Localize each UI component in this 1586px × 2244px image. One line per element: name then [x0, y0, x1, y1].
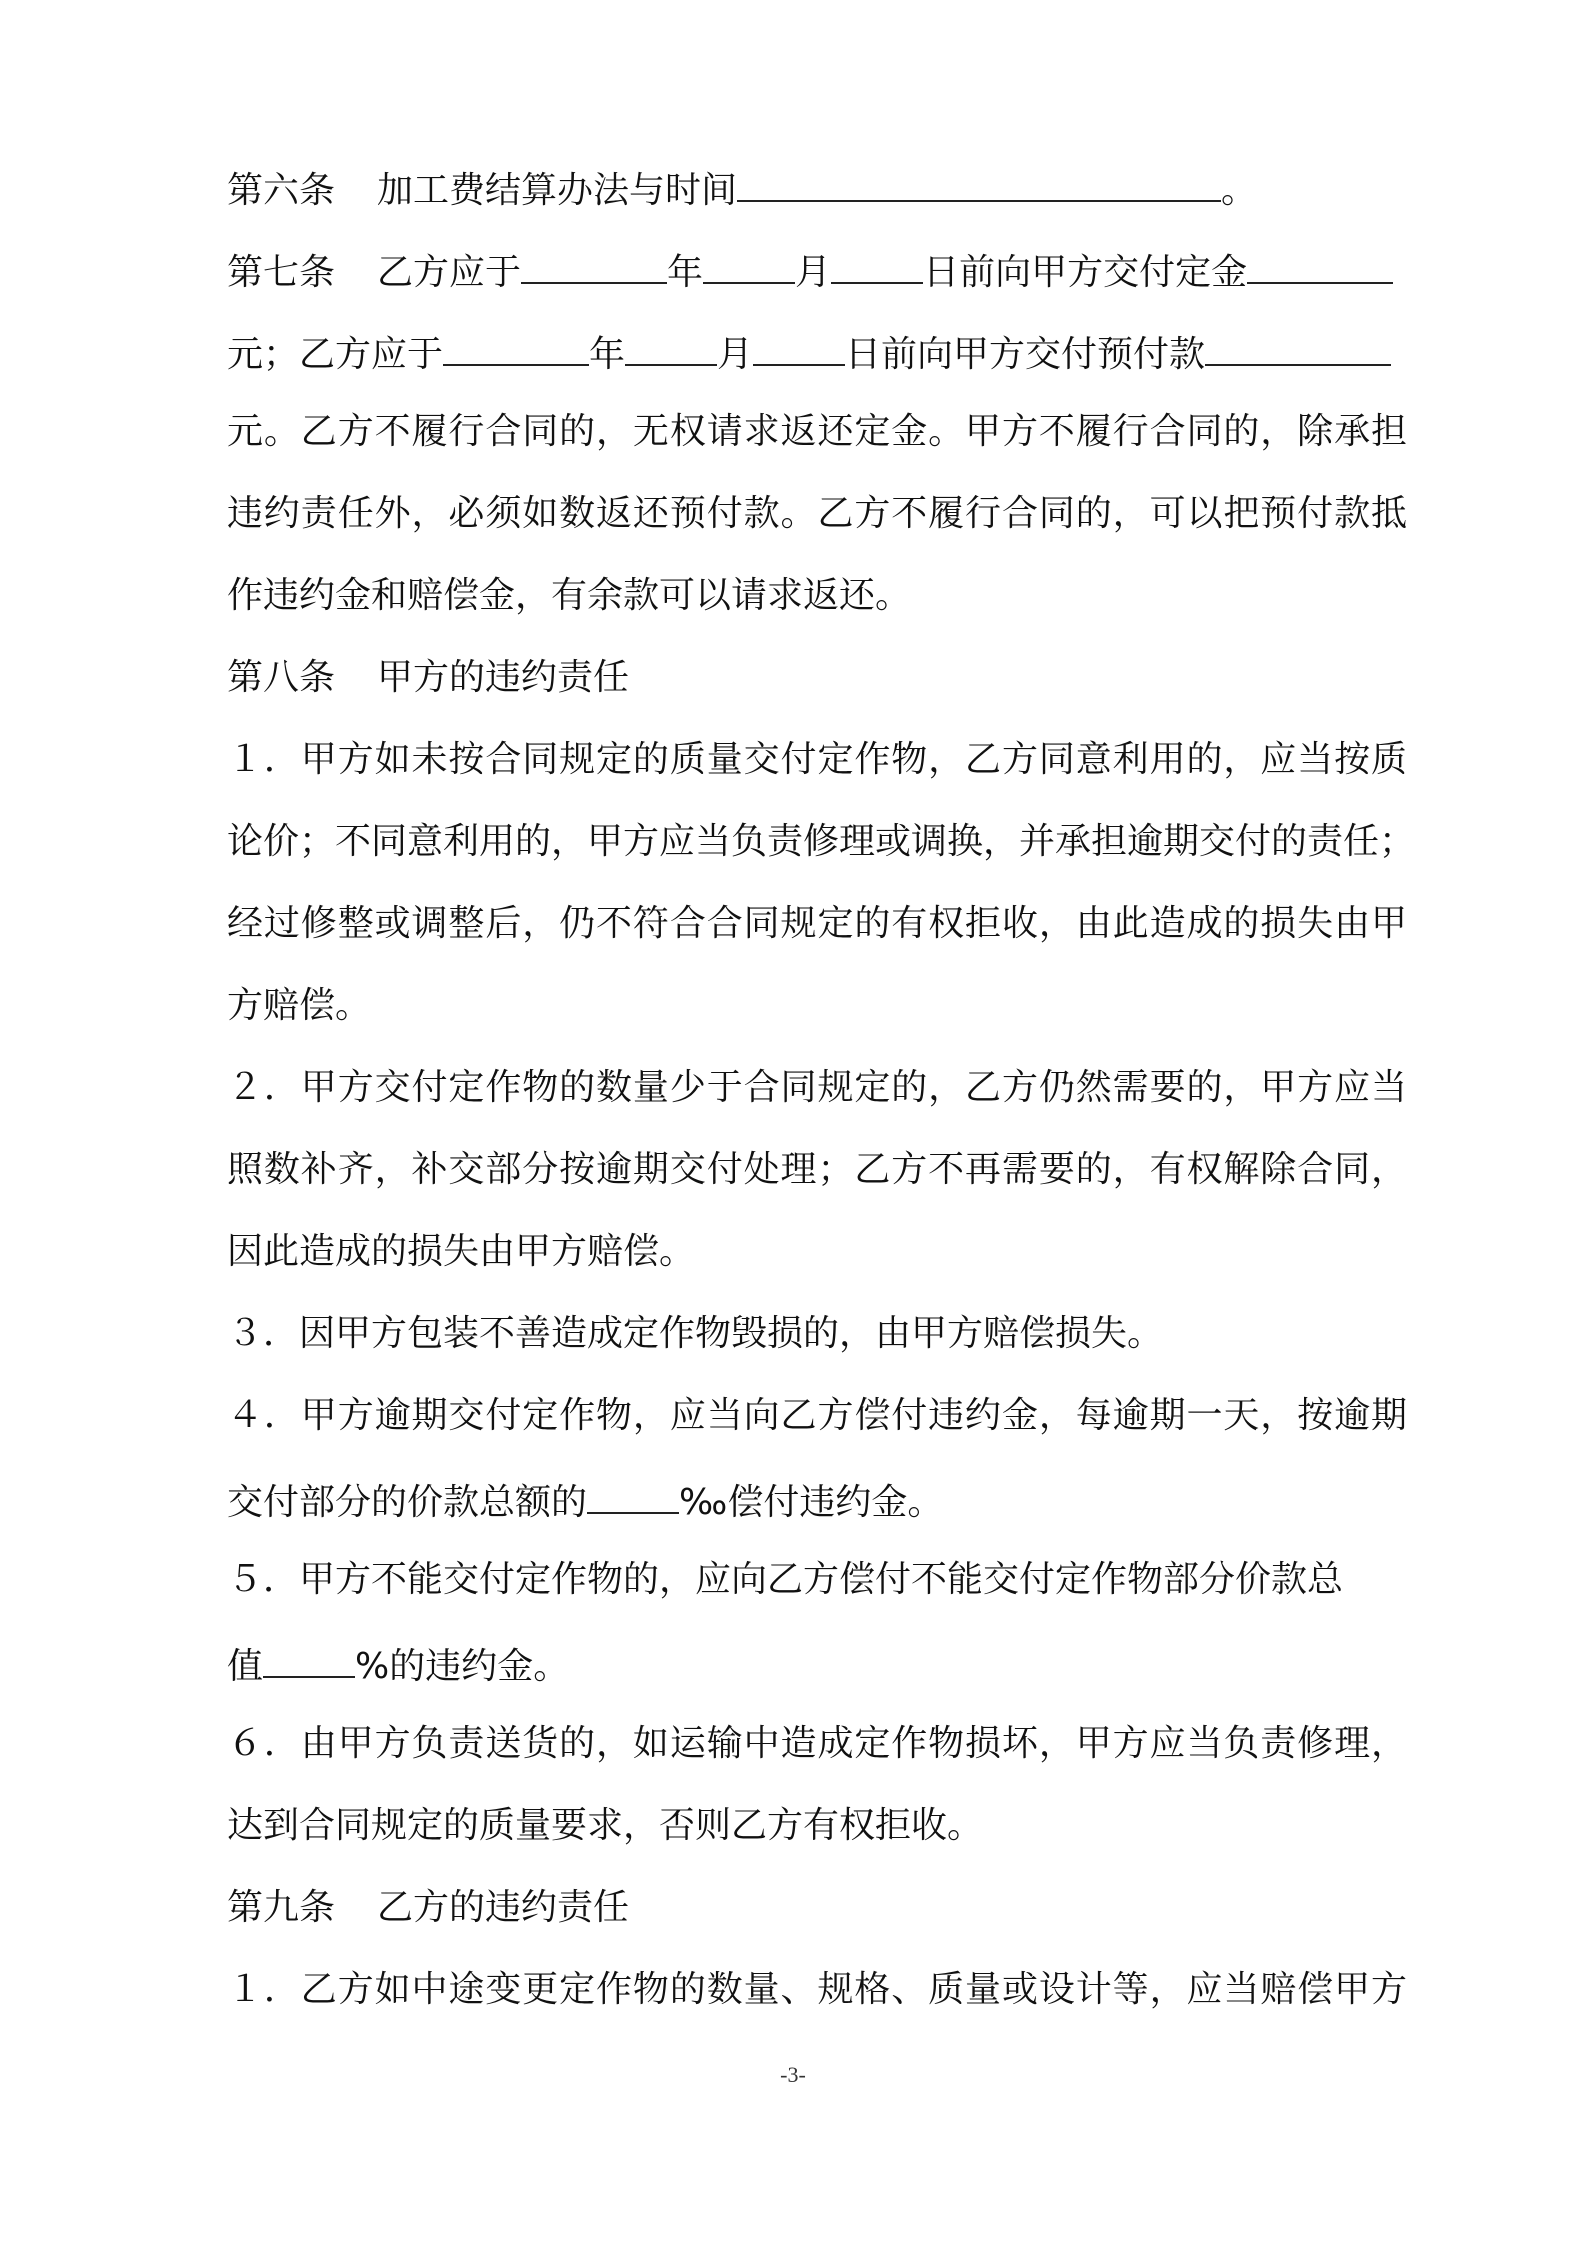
article-7-text: 乙方应于 [377, 252, 522, 293]
article-8-item-2-line-3: 因此造成的损失由甲方赔偿。 [227, 1231, 696, 1272]
deposit-amount-blank [1247, 240, 1393, 284]
month-label: 月 [795, 252, 832, 293]
article-8-item-6-line-2: 达到合同规定的质量要求，否则乙方有权拒收。 [227, 1805, 984, 1846]
article-8-heading: 第八条 [227, 657, 336, 698]
article-7-line-3: 元。乙方不履行合同的，无权请求返还定金。甲方不履行合同的，除承担 [227, 411, 1407, 452]
article-6-line [227, 158, 1257, 214]
article-8-title: 甲方的违约责任 [377, 657, 630, 698]
article-8-item-2-line-1: ２．甲方交付定作物的数量少于合同规定的，乙方仍然需要的，甲方应当 [227, 1067, 1407, 1108]
article-9-heading: 第九条 [227, 1887, 336, 1928]
prepay-amount-blank [1205, 322, 1391, 366]
article-6-end: 。 [1221, 170, 1258, 211]
article-8-item-4-text: ‰偿付违约金。 [679, 1482, 944, 1523]
deposit-month-blank [703, 240, 795, 284]
article-7-heading: 第七条 [227, 252, 336, 293]
article-7-text: 日前向甲方交付预付款 [845, 334, 1206, 375]
article-8-item-4-text: 交付部分的价款总额的 [227, 1482, 588, 1523]
article-7-text: 元；乙方应于 [227, 334, 444, 375]
article-8-item-6-line-1: ６．由甲方负责送货的，如运输中造成定作物损坏，甲方应当负责修理， [227, 1723, 1407, 1764]
article-7-line-5: 作违约金和赔偿金，有余款可以请求返还。 [227, 575, 912, 616]
article-8-item-1-line-4: 方赔偿。 [227, 985, 372, 1026]
article-8-item-2-line-2: 照数补齐，补交部分按逾期交付处理；乙方不再需要的，有权解除合同， [227, 1149, 1407, 1190]
article-8-item-4-line-1: ４．甲方逾期交付定作物，应当向乙方偿付违约金，每逾期一天，按逾期 [227, 1395, 1407, 1436]
prepay-month-blank [625, 322, 717, 366]
year-label: 年 [589, 334, 626, 375]
deposit-day-blank [831, 240, 923, 284]
article-6-text: 加工费结算办法与时间 [377, 170, 738, 211]
article-9-item-1-line-1: １．乙方如中途变更定作物的数量、规格、质量或设计等，应当赔偿甲方 [227, 1969, 1407, 2010]
article-7-text: 日前向甲方交付定金 [923, 252, 1248, 293]
article-8-item-5-line-1: ５．甲方不能交付定作物的，应向乙方偿付不能交付定作物部分价款总 [227, 1559, 1344, 1600]
per-mille-blank [587, 1470, 679, 1514]
article-8-item-1-line-3: 经过修整或调整后，仍不符合合同规定的有权拒收，由此造成的损失由甲 [227, 903, 1407, 944]
article-8-item-3-line-1: ３．因甲方包装不善造成定作物毁损的，由甲方赔偿损失。 [227, 1313, 1164, 1354]
deposit-year-blank [521, 240, 667, 284]
article-8-item-5-text: 值 [227, 1646, 264, 1687]
article-8-item-4-line-2 [227, 1470, 943, 1526]
settlement-blank [737, 158, 1221, 202]
article-6-heading: 第六条 [227, 170, 336, 211]
percent-blank [263, 1634, 355, 1678]
page-number: -3- [780, 2062, 806, 2087]
article-8-item-1-line-1: １．甲方如未按合同规定的质量交付定作物，乙方同意利用的，应当按质 [227, 739, 1407, 780]
article-8-heading-line [227, 650, 629, 706]
article-8-item-1-line-2: 论价；不同意利用的，甲方应当负责修理或调换，并承担逾期交付的责任； [227, 821, 1416, 862]
article-7-line-4: 违约责任外，必须如数返还预付款。乙方不履行合同的，可以把预付款抵 [227, 493, 1407, 534]
month-label: 月 [717, 334, 754, 375]
article-9-heading-line [227, 1880, 629, 1936]
article-7-line-2 [227, 322, 1391, 378]
article-9-title: 乙方的违约责任 [377, 1887, 630, 1928]
document-page [227, 0, 1416, 2244]
article-8-item-5-line-2 [227, 1634, 569, 1690]
article-7-line-1 [227, 240, 1393, 296]
article-8-item-5-text: %的违约金。 [355, 1646, 570, 1687]
prepay-year-blank [443, 322, 589, 366]
prepay-day-blank [753, 322, 845, 366]
year-label: 年 [667, 252, 704, 293]
